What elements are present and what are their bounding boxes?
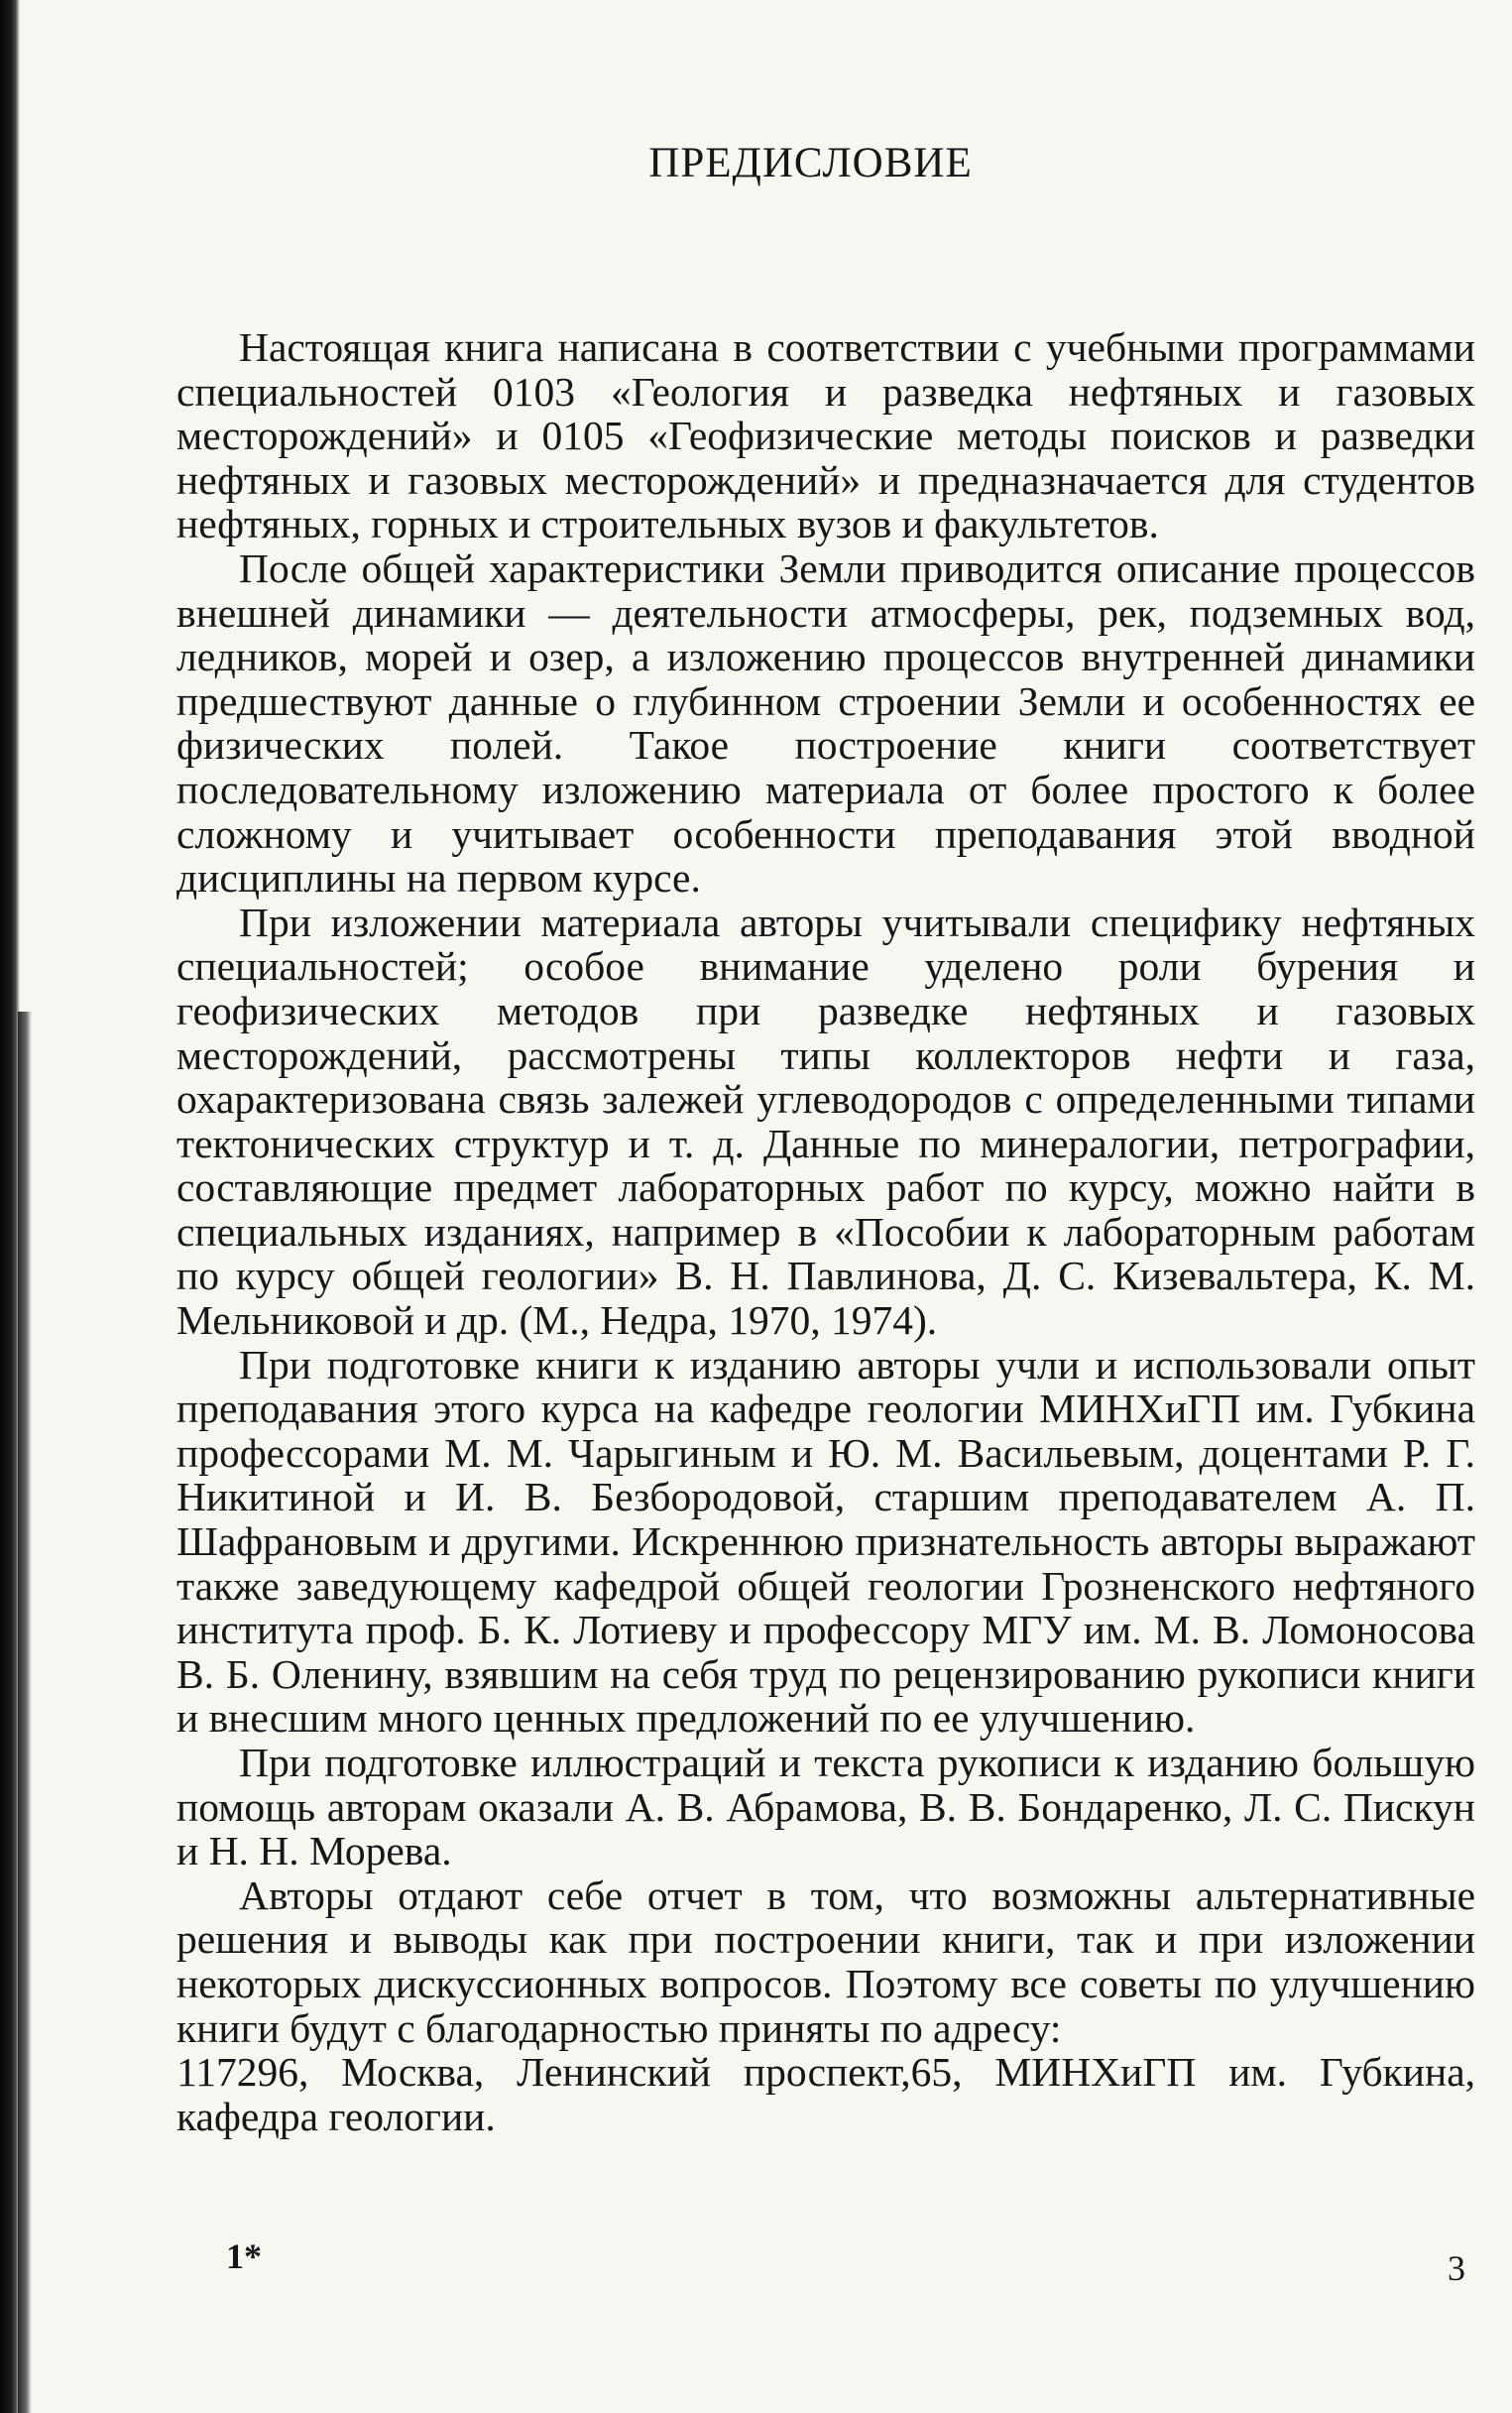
paragraph-1: Настоящая книга написана в соответствии с учебными программами специальностей 0103 «Геология и разведка нефтяных и газовых месторождений» и 0105 «Геофизические методы поисков и разведки нефтяных и газовых месторождений» и предназначается для студентов нефтяных, горных и строительных вузов и факультетов. xyxy=(176,324,1475,547)
binding-edge-shadow xyxy=(0,0,20,2413)
paragraph-5: При подготовке иллюстраций и текста рукописи к изданию большую помощь авторам оказали А. В. Абрамова, В. В. Бондаренко, Л. С. Пискун и Н. Н. Морева. xyxy=(176,1740,1475,1874)
binding-edge-shadow-lower xyxy=(18,1012,32,2413)
signature-mark: 1* xyxy=(226,2236,262,2276)
paragraph-2: После общей характеристики Земли приводится описание процессов внешней динамики — деятельности атмосферы, рек, подземных вод, ледников, морей и озер, а изложению процессов внутренней динамики предшествуют данные о глубинном строении Земли и особенностях ее физических полей. Такое построение книги соответствует последовательному изложению материала от более простого к более сложному и учитывает особенности преподавания этой вводной дисциплины на первом курсе. xyxy=(176,544,1475,902)
page-number: 3 xyxy=(1448,2248,1465,2288)
postal-address: 117296, Москва, Ленинский проспект,65, МИНХиГП им. Губкина, кафедра геологии. xyxy=(176,2049,1475,2139)
preface-body xyxy=(176,325,1475,2138)
paragraph-4: При подготовке книги к изданию авторы учли и использовали опыт преподавания этого курса на кафедре геологии МИНХиГП им. Губкина профессорами М. М. Чарыгиным и Ю. М. Васильевым, доцентами Р. Г. Никитиной и И. В. Безбородовой, старшим преподавателем А. П. Шафрановым и другими. Искреннюю признательность авторы выражают также заведующему кафедрой общей геологии Грозненского нефтяного института проф. Б. К. Лотиеву и профессору МГУ им. М. В. Ломоносова В. Б. Оленину, взявшим на себя труд по рецензированию рукописи книги и внесшим много ценных предложений по ее улучшению. xyxy=(176,1341,1475,1742)
paragraph-3: При изложении материала авторы учитывали специфику нефтяных специальностей; особое внимание уделено роли бурения и геофизических методов при разведке нефтяных и газовых месторождений, рассмотрены типы коллекторов нефти и газа, охарактеризована связь залежей углеводородов с определенными типами тектонических структур и т. д. Данные по минералогии, петрографии, составляющие предмет лабораторных работ по курсу, можно найти в специальных изданиях, например в «Пособии к лабораторным работам по курсу общей геологии» В. Н. Павлинова, Д. С. Кизевальтера, К. М. Мельниковой и др. (М., Недра, 1970, 1974). xyxy=(176,899,1475,1344)
page-title: ПРЕДИСЛОВИЕ xyxy=(648,140,973,186)
paragraph-6: Авторы отдают себе отчет в том, что возможны альтернативные решения и выводы как при построении книги, так и при изложении некоторых дискуссионных вопросов. Поэтому все советы по улучшению книги будут с благодарностью приняты по адресу: xyxy=(176,1871,1475,2051)
